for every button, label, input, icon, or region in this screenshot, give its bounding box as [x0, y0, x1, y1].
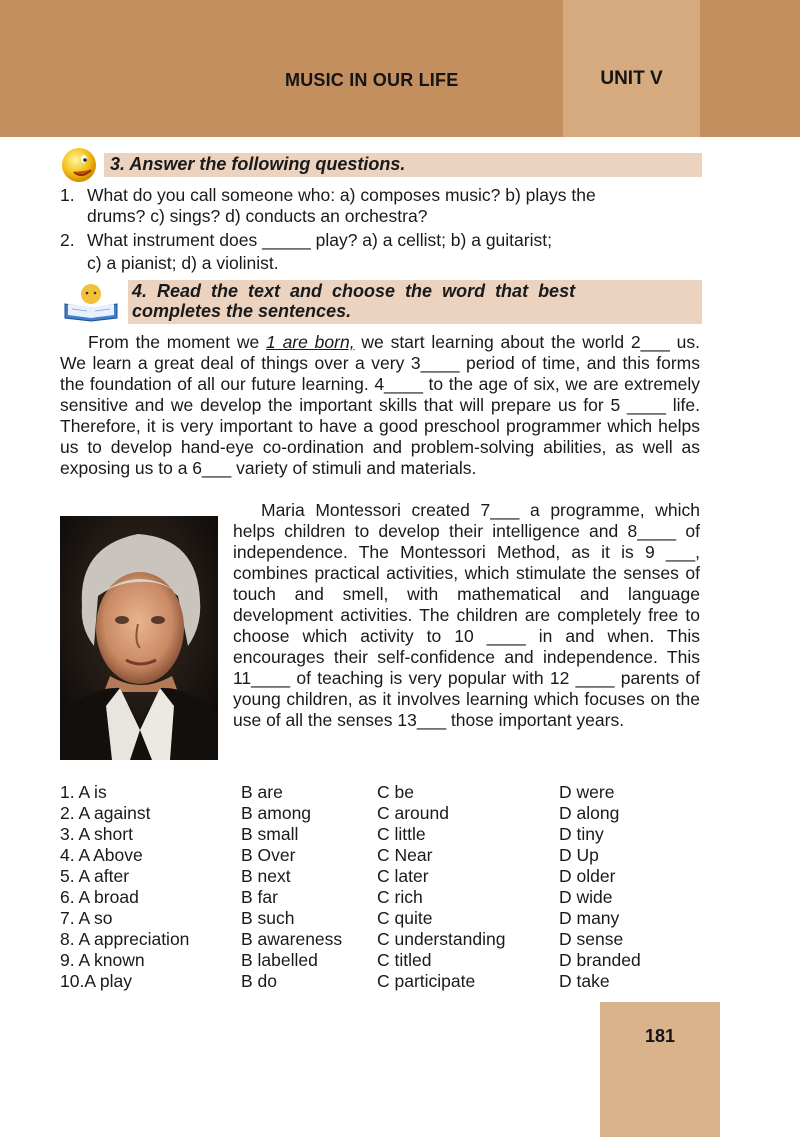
reading-book-icon [63, 282, 119, 322]
option-a: 3. A short [60, 824, 133, 844]
option-c: C titled [377, 950, 432, 970]
option-b: B among [241, 803, 312, 823]
option-c: C understanding [377, 929, 506, 949]
option-a: 8. A appreciation [60, 929, 190, 949]
option-c: C quite [377, 908, 433, 928]
answer-row [60, 929, 700, 950]
answer-options-table [60, 782, 700, 992]
option-d: D along [559, 803, 620, 823]
option-d: D sense [559, 929, 624, 949]
answer-row [60, 887, 700, 908]
answer-row [60, 824, 700, 845]
paragraph-2: Maria Montessori created 7___ a programme, which helps children to develop their intelligence and 8____ of independence. The Montessori Method, as it is 9 ___, combines practical activities, which stimulate the senses of touch and smell, with mathematical and language development activities. The children are completely free to choose which activity to 10 ____ in and when. This encourages their self-confidence and independence. This 11____ of teaching is very popular with 12 ____ parents of young children, as it involves learning which focuses on the use of all the senses 13___ those important years. [233, 500, 700, 730]
option-b: B Over [241, 845, 296, 865]
option-d: D take [559, 971, 610, 991]
option-b: B next [241, 866, 291, 886]
option-c: C participate [377, 971, 476, 991]
option-b: B are [241, 782, 283, 802]
option-c: C rich [377, 887, 423, 907]
paragraph-text: we start learning about the world 2___ us. We learn a great deal of things over a very 3____ period of time, and this forms the foundation of all our future learning. 4____ to the age of six, we are extremely sensitive and we develop the important skills that will prepare us for 5 ____ life. Therefore, it is very important to have a good preschool programmer which helps us to develop hand-eye co-ordination and problem-solving abilities, as well as exposing us to a 6___ variety of stimuli and materials. [60, 332, 700, 478]
option-d: D were [559, 782, 615, 802]
option-d: D branded [559, 950, 641, 970]
question-text: What do you call someone who: a) composes music? b) plays the [87, 185, 596, 205]
section-3-bar [104, 153, 702, 177]
section-4-title [132, 281, 700, 321]
paragraph-text: From the moment we [88, 332, 267, 352]
option-a: 7. A so [60, 908, 113, 928]
answer-row [60, 908, 700, 929]
answer-row [60, 845, 700, 866]
unit-label: UNIT V [600, 68, 663, 89]
question-text: What instrument does _____ play? a) a cellist; b) a guitarist; [87, 230, 552, 250]
option-b: B do [241, 971, 277, 991]
option-c: C later [377, 866, 429, 886]
option-a: 4. A Above [60, 845, 143, 865]
option-d: D Up [559, 845, 599, 865]
answer-row [60, 866, 700, 887]
option-b: B small [241, 824, 299, 844]
option-d: D many [559, 908, 620, 928]
chapter-title: MUSIC IN OUR LIFE [285, 70, 459, 90]
option-a: 2. A against [60, 803, 151, 823]
example-answer: 1 are born, [266, 332, 355, 352]
answer-row [60, 971, 700, 992]
section-4-title-line: 4. Read the text and choose the word that best [132, 281, 576, 301]
portrait-photo [60, 516, 218, 760]
paragraph-1 [60, 332, 700, 479]
section-3-title: 3. Answer the following questions. [110, 154, 406, 174]
option-b: B labelled [241, 950, 318, 970]
section-4-bar [128, 280, 702, 324]
answer-row [60, 803, 700, 824]
option-c: C be [377, 782, 414, 802]
question-item [60, 185, 700, 227]
option-a: 6. A broad [60, 887, 139, 907]
page-number-tab [600, 1002, 720, 1137]
option-a: 5. A after [60, 866, 130, 886]
option-c: C little [377, 824, 426, 844]
question-list [60, 185, 700, 274]
option-a: 9. A known [60, 950, 145, 970]
page-number: 181 [644, 1026, 676, 1046]
answer-row [60, 950, 700, 971]
smiley-icon [60, 146, 98, 184]
option-c: C around [377, 803, 449, 823]
question-text: c) a pianist; d) a violinist. [87, 253, 279, 273]
option-a: 10.A play [60, 971, 132, 991]
section-4-title-line: completes the sentences. [132, 301, 352, 321]
option-b: B such [241, 908, 295, 928]
option-b: B awareness [241, 929, 343, 949]
question-item [60, 230, 700, 274]
maria-montessori-portrait [60, 516, 218, 760]
option-b: B far [241, 887, 278, 907]
option-d: D wide [559, 887, 613, 907]
question-number: 2. [60, 230, 75, 250]
option-d: D older [559, 866, 616, 886]
option-d: D tiny [559, 824, 604, 844]
question-text: drums? c) sings? d) conducts an orchestra? [87, 206, 428, 226]
answer-row [60, 782, 700, 803]
question-number: 1. [60, 185, 75, 205]
option-c: C Near [377, 845, 433, 865]
option-a: 1. A is [60, 782, 107, 802]
